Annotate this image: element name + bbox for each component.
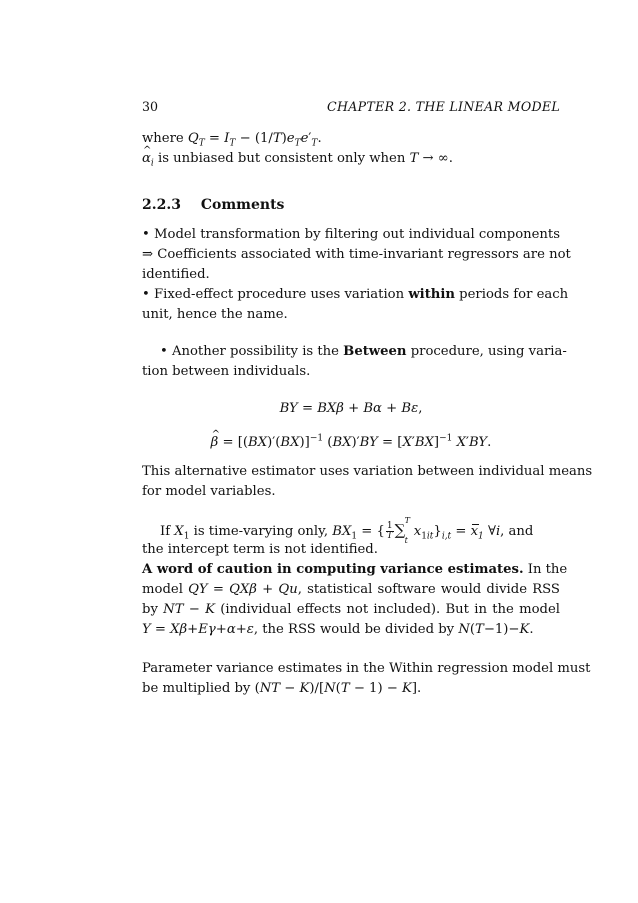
document-page (142, 0, 593, 903)
bullet-1-line-3: identified. (142, 267, 210, 282)
where-line (142, 130, 560, 148)
bullet-1-line-2: ⇒ Coefficients associated with time-invariant regressors are not (142, 247, 571, 262)
equation-between-model: BY = BXβ + Bα + Bε, (279, 401, 423, 416)
math-correction-factor: (NT − K)/[N(T − 1) − K]. (254, 681, 422, 696)
math-full-model: Y = Xβ+Eγ+α+ε, (142, 622, 263, 637)
bullet-1-line-1: • Model transformation by filtering out individual components (142, 227, 560, 242)
math-qy: QY = QXβ + Qu, (188, 582, 302, 597)
section-title: Comments (200, 197, 285, 213)
unbiased-text: is unbiased but consistent only when (158, 151, 406, 166)
section-number: 2.2.3 (142, 197, 181, 213)
where-text: where (142, 131, 184, 146)
param-line-2 (142, 680, 560, 698)
bullet-2-text-b: periods for each (459, 287, 569, 302)
rss-line (142, 621, 560, 639)
math-nt-k: NT − K (163, 602, 215, 617)
math-x1: $X_1$ (174, 524, 190, 542)
param-text: be multiplied by (142, 681, 251, 696)
if-line (160, 516, 560, 545)
math-rss-df: N(T−1)−K. (458, 622, 534, 637)
model-text-b: statistical software would divide RSS (307, 582, 560, 597)
alternative-line-2: for model variables. (142, 484, 276, 499)
intercept-line: the intercept term is not identified. (142, 542, 378, 557)
running-title: CHAPTER 2. THE LINEAR MODEL (327, 99, 560, 114)
page-number: 30 (142, 99, 159, 114)
bullet-2-line-2: unit, hence the name. (142, 307, 288, 322)
caution-bold: A word of caution in computing variance estimates. (142, 562, 524, 577)
by-line (142, 601, 560, 619)
bullet-3-text-b: procedure, using varia- (410, 344, 567, 359)
model-line (142, 581, 560, 599)
rss-text: the RSS would be divided by (262, 622, 455, 637)
unbiased-line (142, 150, 560, 168)
if-text-c: and (508, 524, 534, 539)
equation-between-estimator: ^ $\beta = [(BX)'(BX)]^{-1}$ $(BX)'BY = [X'BX]^{-1}$ X′BY. (142, 434, 560, 452)
param-line-1: Parameter variance estimates in the Within regression model must (142, 661, 591, 676)
bullet-3-line-1 (160, 343, 567, 361)
section-heading (142, 196, 560, 214)
if-text-b: is time-varying only, (193, 524, 329, 539)
bullet-2-bold: within (408, 287, 455, 302)
bullet-2-text-a: • Fixed-effect procedure uses variation (142, 287, 405, 302)
model-text-a: model (142, 582, 183, 597)
math-bx1: $BX_1$ = { $\frac{1}{T}$ ∑ T t $x_{1it}\}_{i,t} = x_1$ ∀i, (332, 516, 509, 545)
math-alpha-hat: ^ $\alpha_i$ (142, 151, 158, 166)
bullet-3-text-a: • Another possibility is the (160, 344, 339, 359)
math-qt: $Q_T = I_T - (1/T)e_Te'_T$. (187, 131, 322, 149)
alternative-line-1: This alternative estimator uses variation between individual means (142, 464, 593, 479)
by-text-a: by (142, 602, 158, 617)
bullet-3-line-2: tion between individuals. (142, 364, 311, 379)
math-t-limit: T → ∞. (409, 151, 453, 166)
if-text-a: If (160, 524, 171, 539)
caution-line (142, 561, 568, 579)
bullet-2-line-1 (142, 286, 569, 304)
caution-tail: In the (527, 562, 568, 577)
by-text-b: (individual effects not included). But in the model (220, 602, 560, 617)
bullet-3-bold: Between (343, 344, 407, 359)
